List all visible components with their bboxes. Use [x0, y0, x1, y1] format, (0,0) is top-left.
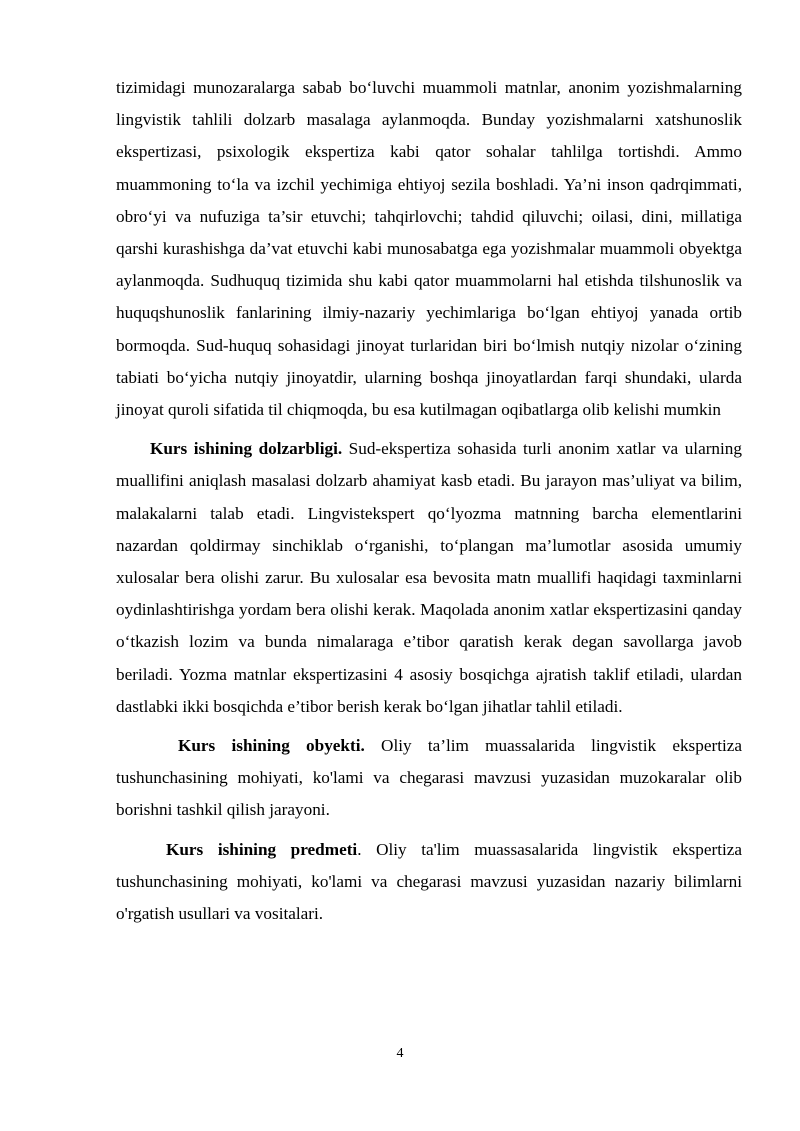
subject-text: . Oliy ta'lim muassasalarida lingvistik ekspertiza tushunchasining mohiyati, ko'lami va chegarasi mavzusi yuzasidan nazariy bilimlarni o'rgatish usullari va vositalari. — [116, 839, 743, 924]
subject-heading: Kurs ishining predmeti — [166, 839, 358, 859]
relevance-heading: Kurs ishining dolzarbligi. — [150, 439, 343, 459]
paragraph-object — [116, 730, 742, 827]
page-number: 4 — [396, 1046, 404, 1061]
object-heading: Kurs ishining obyekti. — [178, 736, 365, 756]
paragraph-relevance — [116, 433, 742, 723]
relevance-text: Sud-ekspertiza sohasida turli anonim xatlar va ularning muallifini aniqlash masalasi dolzarb ahamiyat kasb etadi. Bu jarayon mas’uliyat va bilim, malakalarni talab etadi. Lingvistekspert qo‘lyozma matnning barcha elementlarini nazardan qoldirmay sinchiklab o‘rganishi, to‘plangan ma’lumotlar asosida umumiy xulosalar bera olishi zarur. Bu xulosalar esa bevosita matn muallifi haqidagi taxminlarni oydinlashtirishga yordam bera olishi kerak. Maqolada anonim xatlar ekspertizasini qanday o‘tkazish lozim va bunda nimalaraga e’tibor qaratish kerak degan savollarga javob beriladi. Yozma matnlar ekspertizasini 4 asosiy bosqichga ajratish taklif etiladi, ulardan dastlabki ikki bosqichda e’tibor berish kerak bo‘lgan jihatlar tahlil etiladi. — [116, 439, 742, 716]
paragraph-subject — [116, 834, 742, 931]
document-body — [116, 72, 742, 930]
paragraph-intro — [116, 72, 742, 426]
object-text: Oliy ta’lim muassalarida lingvistik ekspertiza tushunchasining mohiyati, ko'lami va chegarasi mavzusi yuzasidan muzokaralar olib borishni tashkil qilish jarayoni. — [116, 736, 742, 820]
paragraph-intro-text: tizimidagi munozaralarga sabab bo‘luvchi muammoli matnlar, anonim yozishmalarning lingvistik tahlili dolzarb masalaga aylanmoqda. Bunday yozishmalarni xatshunoslik ekspertizasi, psixologik ekspertiza kabi qator sohalar tahlilga tortishdi. Ammo muammoning to‘la va izchil yechimiga ehtiyoj sezila boshladi. Ya’ni inson qadrqimmati, obro‘yi va nufuziga ta’sir etuvchi; tahqirlovchi; tahdid qiluvchi; oilasi, dini, millatiga qarshi kurashishga da’vat etuvchi kabi munosabatga ega yozishmalar muammoli obyektga aylanmoqda. Sudhuquq tizimida shu kabi qator muammolarni hal etishda tilshunoslik va huquqshunoslik fanlarining ilmiy-nazariy yechimlariga bo‘lgan ehtiyoj yanada ortib bormoqda. Sud-huquq sohasidagi jinoyat turlaridan biri bo‘lmish nutqiy nizolar o‘zining tabiati bo‘yicha nutqiy jinoyatdir, ularning boshqa jinoyatlardan farqi shundaki, ularda jinoyat quroli sifatida til chiqmoqda, bu esa kutilmagan oqibatlarga olib kelishi mumkin — [116, 78, 742, 420]
